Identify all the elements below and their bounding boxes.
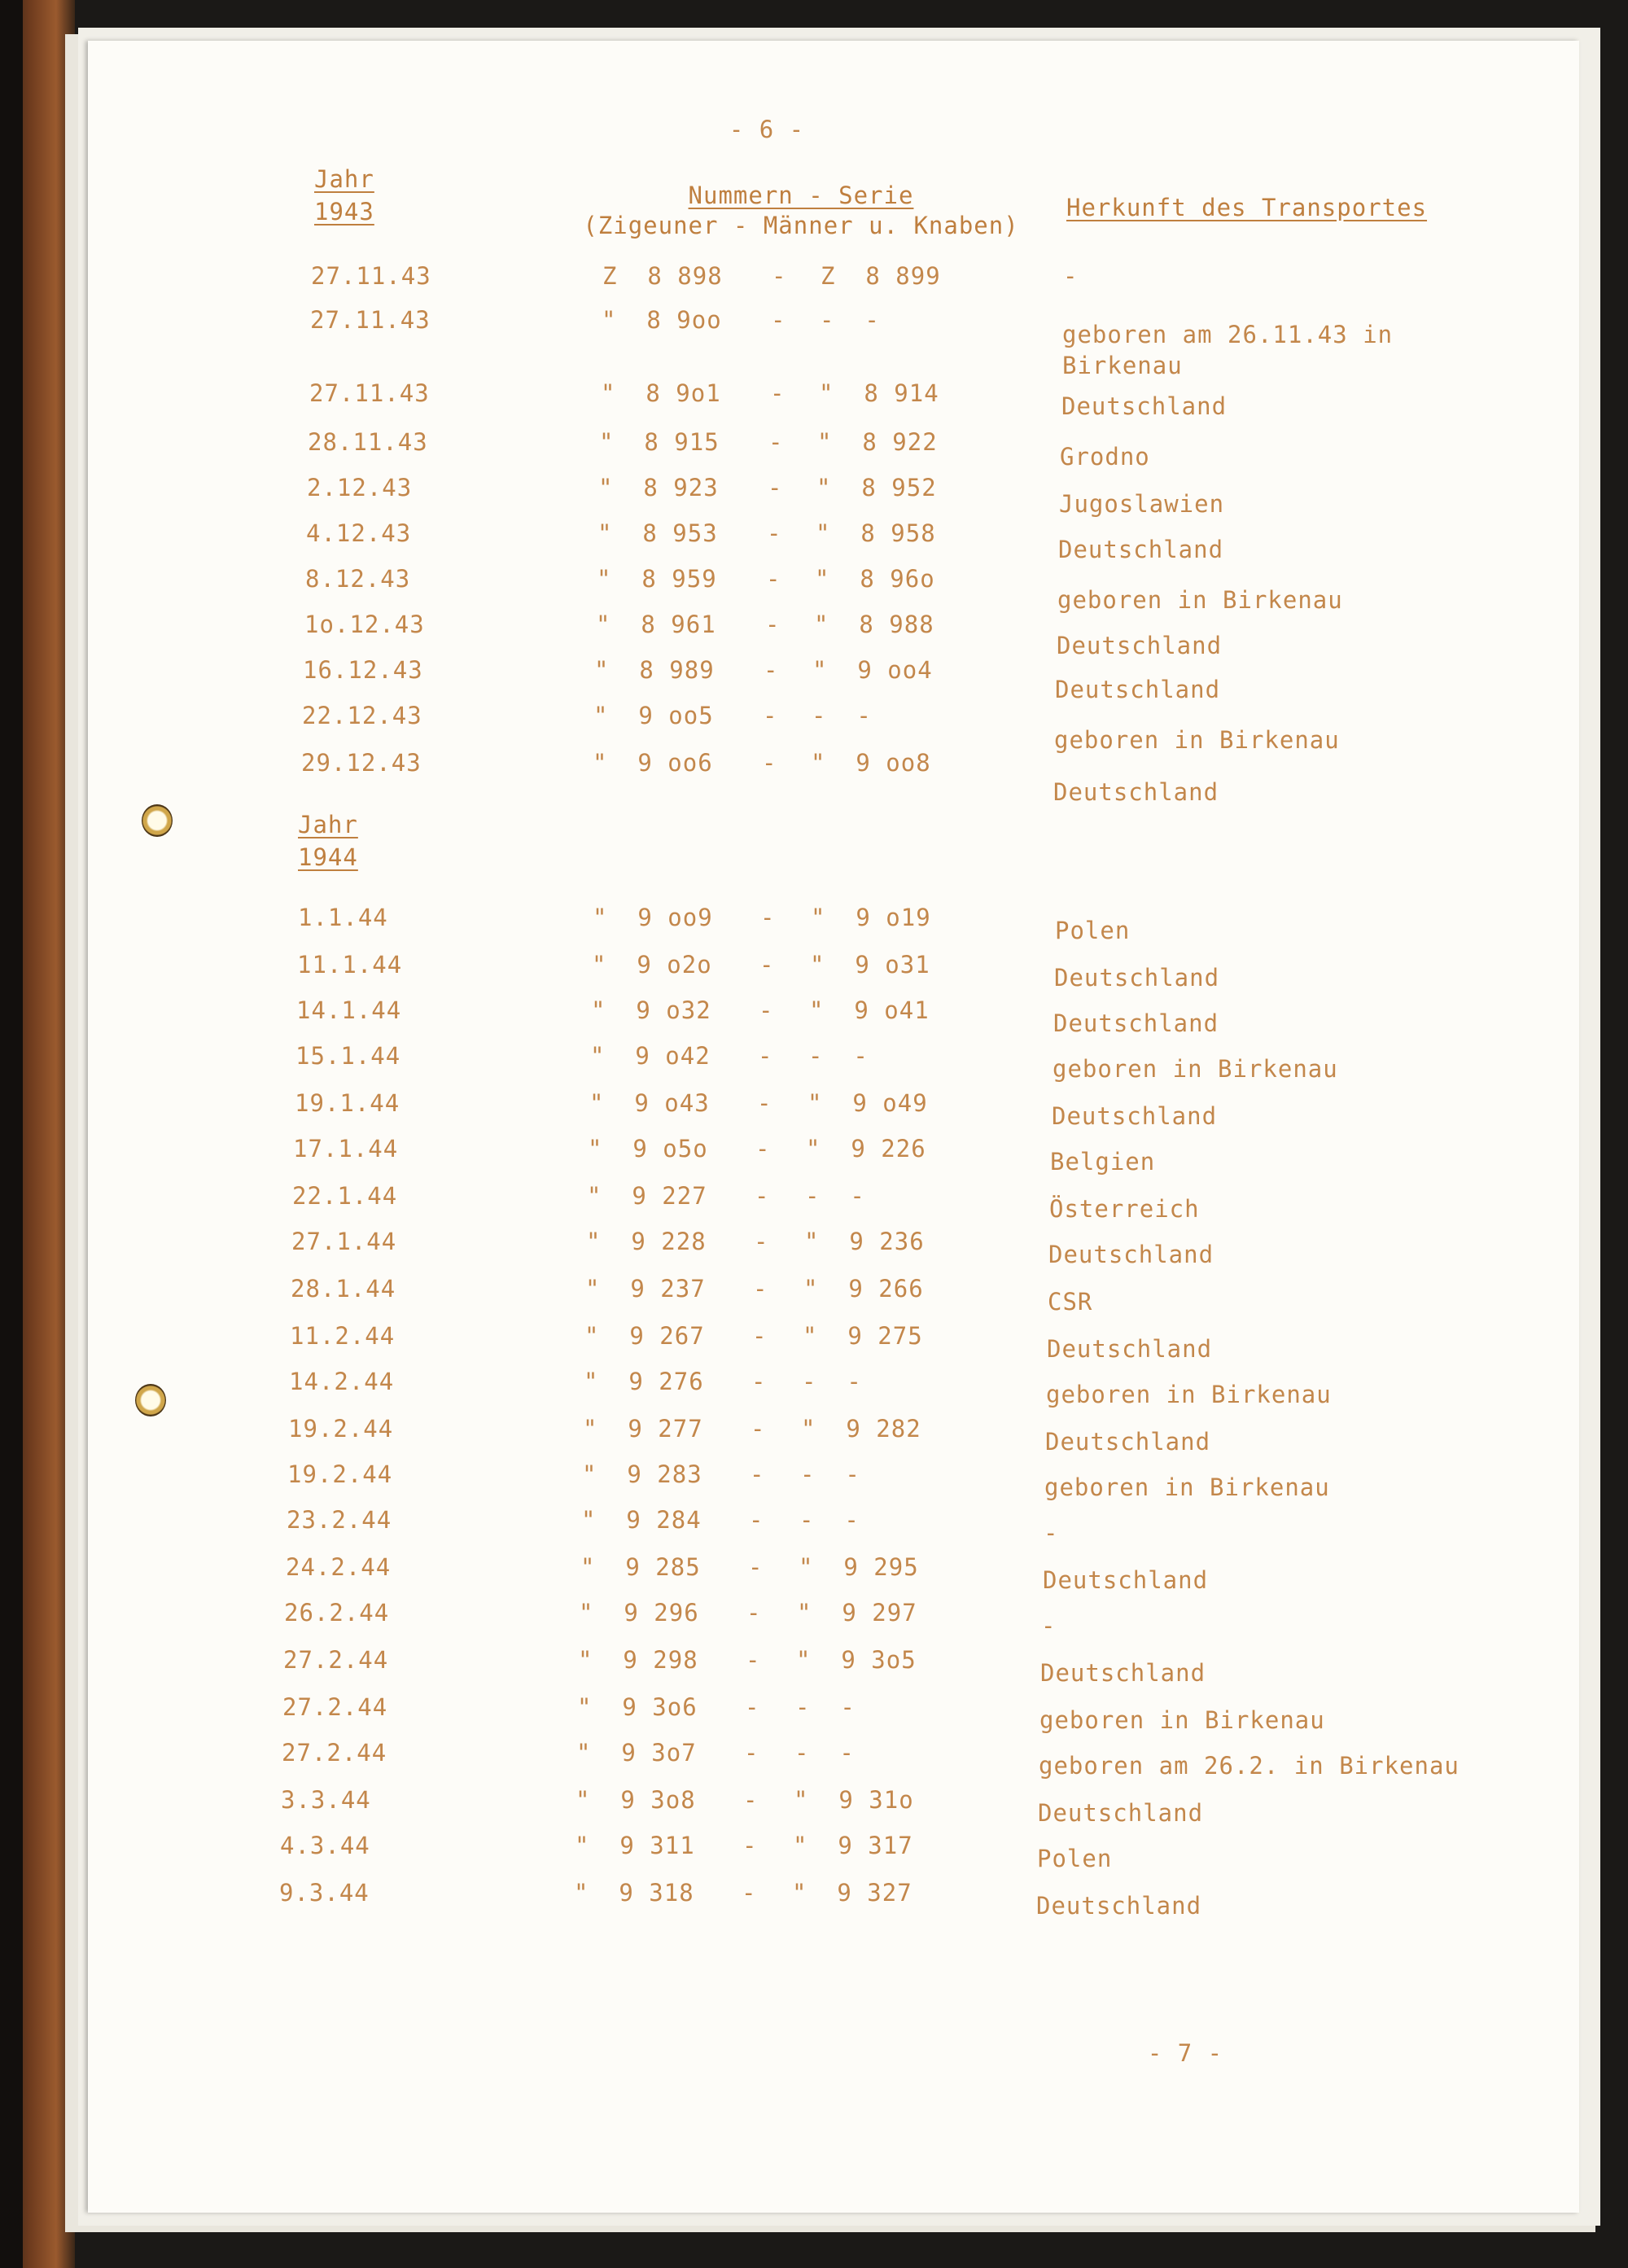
series-from-cell: " 8 9oo (602, 306, 722, 334)
series-to-cell: - - (800, 1460, 860, 1488)
series-from-cell: " 9 3o7 (576, 1739, 697, 1767)
origin-cell: geboren in Birkenau (1057, 586, 1343, 614)
series-from-cell: " 9 284 (581, 1506, 702, 1534)
series-dash: - (765, 611, 781, 638)
date-cell: 19.1.44 (295, 1089, 400, 1117)
series-to-cell: " 9 282 (801, 1415, 921, 1443)
series-from-cell: " 9 o2o (592, 951, 712, 979)
year-label-header: Jahr (298, 811, 358, 838)
year-1944-header: 1944 (298, 843, 358, 871)
series-from-cell: " 9 285 (580, 1553, 701, 1581)
series-dash: - (758, 1042, 773, 1070)
date-cell: 26.2.44 (284, 1599, 390, 1627)
series-from-cell: " 9 237 (585, 1275, 706, 1303)
date-cell: 27.11.43 (310, 306, 431, 334)
series-dash: - (749, 1506, 764, 1534)
series-dash: - (745, 1693, 760, 1721)
origin-cell: Deutschland (1052, 1102, 1218, 1130)
series-dash: - (750, 1460, 765, 1488)
series-to-cell: - - (794, 1739, 855, 1767)
series-dash: - (746, 1646, 761, 1674)
origin-cell: CSR (1048, 1288, 1093, 1316)
series-title: Nummern - Serie (688, 182, 914, 209)
date-cell: 27.1.44 (291, 1228, 397, 1255)
date-cell: 27.2.44 (283, 1646, 389, 1674)
series-from-cell: " 9 276 (584, 1368, 704, 1395)
origin-cell: geboren in Birkenau (1053, 1055, 1338, 1083)
origin-cell: - (1044, 1519, 1059, 1547)
series-from-cell: " 9 228 (586, 1228, 707, 1255)
series-dash: - (772, 262, 787, 290)
series-to-cell: - - (795, 1693, 856, 1721)
series-to-cell: " 9 o49 (807, 1089, 928, 1117)
series-dash: - (770, 379, 786, 407)
date-cell: 28.1.44 (291, 1275, 396, 1303)
series-to-cell: " 9 327 (792, 1879, 912, 1907)
page-number-bottom: - 7 - (1147, 2039, 1223, 2067)
series-dash: - (751, 1415, 766, 1443)
series-from-cell: " 8 9o1 (601, 379, 721, 407)
origin-title: Herkunft des Transportes (1066, 194, 1428, 221)
date-cell: 27.2.44 (282, 1739, 387, 1767)
series-to-cell: " 9 oo4 (812, 656, 933, 684)
series-from-cell: " 9 o5o (588, 1135, 708, 1162)
series-dash: - (742, 1879, 757, 1907)
origin-cell: Polen (1037, 1845, 1113, 1872)
date-cell: 4.12.43 (306, 519, 412, 547)
series-to-cell: " 9 31o (794, 1786, 914, 1814)
series-from-cell: " 9 318 (574, 1879, 694, 1907)
origin-cell: Grodno (1060, 443, 1150, 471)
origin-cell: Deutschland (1061, 392, 1228, 420)
date-cell: 2.12.43 (307, 474, 413, 501)
series-to-cell: - - (812, 702, 872, 729)
series-to-cell: Z 8 899 (821, 262, 941, 290)
series-to-cell: " 9 266 (803, 1275, 924, 1303)
series-to-cell: " 9 oo8 (811, 749, 931, 777)
series-dash: - (767, 519, 782, 547)
series-from-cell: " 9 311 (575, 1832, 695, 1859)
series-from-cell: " 9 oo5 (593, 702, 714, 729)
origin-cell: Deutschland (1045, 1428, 1211, 1456)
series-subtitle: (Zigeuner - Männer u. Knaben) (583, 212, 1019, 239)
date-cell: 14.1.44 (296, 996, 402, 1024)
date-cell: 16.12.43 (303, 656, 423, 684)
origin-cell: Österreich (1049, 1195, 1200, 1223)
date-cell: 27.11.43 (311, 262, 431, 290)
binder-spine (0, 0, 23, 2268)
origin-cell: geboren am 26.2. in Birkenau (1039, 1752, 1460, 1780)
origin-cell: Belgien (1050, 1148, 1156, 1176)
series-to-cell: " 9 317 (793, 1832, 913, 1859)
origin-cell: Deutschland (1047, 1335, 1213, 1363)
series-from-cell: " 9 227 (587, 1182, 707, 1210)
series-dash: - (744, 1739, 759, 1767)
origin-cell: Jugoslawien (1059, 490, 1225, 518)
date-cell: 24.2.44 (286, 1553, 392, 1581)
series-to-cell: " 8 952 (816, 474, 937, 501)
origin-cell: geboren in Birkenau (1044, 1473, 1330, 1501)
series-dash: - (764, 656, 779, 684)
series-to-cell: - - (808, 1042, 869, 1070)
origin-cell: Deutschland (1055, 676, 1221, 703)
series-from-cell: " 8 915 (599, 428, 720, 456)
page-number-top: - 6 - (729, 116, 805, 143)
date-cell: 1o.12.43 (304, 611, 425, 638)
punch-hole (142, 804, 173, 837)
date-cell: 28.11.43 (308, 428, 428, 456)
origin-cell: Deutschland (1040, 1659, 1206, 1687)
series-to-cell: " 9 o19 (811, 904, 931, 931)
series-dash: - (746, 1599, 762, 1627)
series-from-cell: " 8 961 (596, 611, 716, 638)
origin-cell: geboren in Birkenau (1039, 1706, 1325, 1734)
series-to-cell: " 9 297 (797, 1599, 917, 1627)
series-from-cell: " 9 296 (579, 1599, 699, 1627)
punch-hole (135, 1384, 166, 1416)
series-dash: - (743, 1786, 759, 1814)
series-to-cell: - - (805, 1182, 865, 1210)
year-label-header: Jahr (314, 165, 374, 193)
series-dash: - (768, 474, 783, 501)
series-dash: - (752, 1322, 768, 1350)
origin-cell: Deutschland (1038, 1799, 1204, 1827)
series-dash: - (762, 749, 777, 777)
series-from-cell: " 9 o42 (590, 1042, 711, 1070)
date-cell: 22.12.43 (302, 702, 422, 729)
series-dash: - (766, 565, 781, 593)
series-from-cell: " 9 3o8 (575, 1786, 696, 1814)
date-cell: 17.1.44 (293, 1135, 399, 1162)
series-from-cell: " 8 923 (598, 474, 719, 501)
series-from-cell: " 9 283 (582, 1460, 702, 1488)
series-dash: - (755, 1135, 771, 1162)
date-cell: 27.11.43 (309, 379, 430, 407)
date-cell: 27.2.44 (282, 1693, 388, 1721)
series-dash: - (763, 702, 778, 729)
origin-cell: geboren am 26.11.43 in (1062, 321, 1394, 348)
series-to-cell: " 8 958 (816, 519, 936, 547)
series-dash: - (754, 1228, 769, 1255)
origin-cell: Polen (1055, 917, 1131, 944)
series-from-cell: " 9 298 (578, 1646, 698, 1674)
series-from-cell: " 9 o32 (591, 996, 711, 1024)
series-dash: - (748, 1553, 764, 1581)
series-to-cell: " 9 236 (804, 1228, 925, 1255)
origin-cell: Deutschland (1057, 632, 1223, 659)
document-page (88, 41, 1579, 2213)
series-from-cell: " 9 267 (584, 1322, 705, 1350)
series-dash: - (742, 1832, 758, 1859)
origin-cell: Deutschland (1048, 1241, 1214, 1268)
origin-cell: Deutschland (1058, 536, 1224, 563)
series-to-cell: " 9 226 (806, 1135, 926, 1162)
series-from-cell: " 8 953 (597, 519, 718, 547)
series-to-cell: " 8 988 (814, 611, 934, 638)
series-dash: - (753, 1275, 768, 1303)
series-dash: - (755, 1182, 770, 1210)
origin-cell: - (1063, 262, 1079, 290)
series-dash: - (760, 904, 776, 931)
origin-cell: Deutschland (1043, 1566, 1209, 1594)
origin-cell-continued: Birkenau (1062, 352, 1183, 379)
series-from-cell: " 9 277 (583, 1415, 703, 1443)
series-to-cell: " 8 922 (817, 428, 938, 456)
date-cell: 8.12.43 (305, 565, 411, 593)
series-to-cell: " 9 o31 (810, 951, 930, 979)
date-cell: 9.3.44 (279, 1879, 370, 1907)
origin-cell: Deutschland (1053, 778, 1219, 806)
series-to-cell: - - (802, 1368, 862, 1395)
series-dash: - (768, 428, 784, 456)
series-to-cell: " 8 914 (819, 379, 939, 407)
series-from-cell: " 8 989 (594, 656, 715, 684)
series-dash: - (759, 951, 775, 979)
origin-cell: geboren in Birkenau (1054, 726, 1340, 754)
date-cell: 14.2.44 (289, 1368, 395, 1395)
series-to-cell: - - (799, 1506, 860, 1534)
series-dash: - (759, 996, 774, 1024)
date-cell: 4.3.44 (280, 1832, 370, 1859)
series-to-cell: " 9 275 (803, 1322, 923, 1350)
date-cell: 22.1.44 (292, 1182, 398, 1210)
series-from-cell: " 9 oo6 (593, 749, 713, 777)
date-cell: 1.1.44 (298, 904, 388, 931)
origin-cell: Deutschland (1036, 1892, 1202, 1920)
series-to-cell: " 9 o41 (809, 996, 930, 1024)
series-to-cell: " 8 96o (815, 565, 935, 593)
series-from-cell: " 9 oo9 (593, 904, 713, 931)
series-dash: - (771, 306, 786, 334)
series-from-cell: " 9 3o6 (577, 1693, 698, 1721)
series-dash: - (751, 1368, 767, 1395)
date-cell: 15.1.44 (295, 1042, 401, 1070)
series-from-cell: " 8 959 (597, 565, 717, 593)
year-1943-header: 1943 (314, 198, 374, 225)
date-cell: 23.2.44 (287, 1506, 392, 1534)
origin-cell: geboren in Birkenau (1046, 1381, 1332, 1408)
date-cell: 3.3.44 (281, 1786, 371, 1814)
date-cell: 19.2.44 (288, 1415, 394, 1443)
date-cell: 19.2.44 (287, 1460, 393, 1488)
series-to-cell: " 9 3o5 (796, 1646, 917, 1674)
origin-cell: Deutschland (1054, 964, 1220, 992)
date-cell: 29.12.43 (301, 749, 422, 777)
series-to-cell: - - (820, 306, 880, 334)
series-dash: - (757, 1089, 772, 1117)
date-cell: 11.2.44 (290, 1322, 396, 1350)
series-from-cell: Z 8 898 (602, 262, 723, 290)
series-from-cell: " 9 o43 (589, 1089, 710, 1117)
origin-cell: - (1041, 1612, 1057, 1640)
series-to-cell: " 9 295 (799, 1553, 919, 1581)
origin-cell: Deutschland (1053, 1009, 1219, 1037)
date-cell: 11.1.44 (297, 951, 403, 979)
